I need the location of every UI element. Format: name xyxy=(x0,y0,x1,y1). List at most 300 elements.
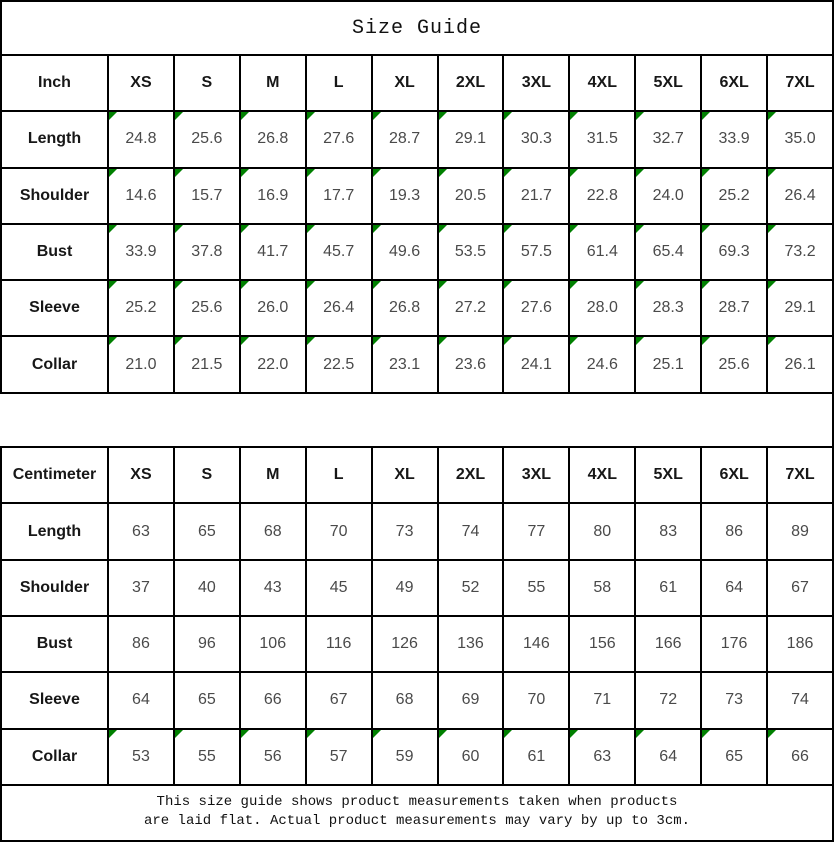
cell-flag-triangle-icon xyxy=(636,112,644,120)
value-cell-text: 28.7 xyxy=(718,299,750,317)
value-cell xyxy=(108,672,174,728)
centimeter-table-header-row xyxy=(1,447,833,503)
value-cell xyxy=(635,729,701,785)
cell-flag-triangle-icon xyxy=(768,169,776,177)
size-header-cell-text: 7XL xyxy=(785,74,815,92)
value-cell-text: 28.3 xyxy=(652,299,684,317)
cell-flag-triangle-icon xyxy=(439,281,447,289)
value-cell xyxy=(306,616,372,672)
size-header-cell-text: 5XL xyxy=(653,74,683,92)
cell-flag-triangle-icon xyxy=(373,169,381,177)
cell-flag-triangle-icon xyxy=(570,225,578,233)
title-row xyxy=(1,1,833,55)
value-cell xyxy=(503,336,569,392)
size-header-cell xyxy=(240,55,306,111)
cell-flag-triangle-icon xyxy=(373,337,381,345)
value-cell-text: 55 xyxy=(527,578,546,596)
row-label-cell-text: Bust xyxy=(36,243,73,261)
value-cell xyxy=(503,111,569,167)
value-cell-text: 116 xyxy=(325,635,352,653)
value-cell-text: 26.8 xyxy=(389,299,421,317)
cell-flag-triangle-icon xyxy=(175,169,183,177)
value-cell-text: 37.8 xyxy=(191,243,223,261)
row-label-cell xyxy=(1,672,108,728)
cell-flag-triangle-icon xyxy=(439,337,447,345)
row-label-cell xyxy=(1,560,108,616)
value-cell xyxy=(438,111,504,167)
cell-flag-triangle-icon xyxy=(241,281,249,289)
cell-flag-triangle-icon xyxy=(636,169,644,177)
row-label-cell-text: Collar xyxy=(31,747,78,765)
centimeter-table-row-length xyxy=(1,503,833,559)
value-cell xyxy=(174,224,240,280)
value-cell xyxy=(635,111,701,167)
value-cell xyxy=(701,672,767,728)
value-cell xyxy=(569,503,635,559)
value-cell-text: 69 xyxy=(461,691,480,709)
value-cell-text: 29.1 xyxy=(454,130,487,148)
spacer-row xyxy=(1,393,833,447)
value-cell-text: 25.6 xyxy=(191,299,223,317)
cell-flag-triangle-icon xyxy=(570,169,578,177)
value-cell xyxy=(635,224,701,280)
value-cell-text: 32.7 xyxy=(652,130,684,148)
value-cell xyxy=(240,111,306,167)
value-cell-text: 16.9 xyxy=(257,186,289,204)
size-header-cell xyxy=(240,447,306,503)
row-label-cell xyxy=(1,280,108,336)
unit-label-cell-text: Centimeter xyxy=(12,466,97,484)
value-cell xyxy=(174,560,240,616)
value-cell-text: 65 xyxy=(725,747,743,765)
value-cell xyxy=(438,168,504,224)
value-cell-text: 67 xyxy=(329,691,348,709)
value-cell xyxy=(569,168,635,224)
value-cell-text: 15.7 xyxy=(191,186,223,204)
value-cell xyxy=(174,616,240,672)
value-cell-text: 25.2 xyxy=(718,186,750,204)
value-cell-text: 74 xyxy=(791,691,809,709)
cell-flag-triangle-icon xyxy=(702,169,710,177)
value-cell-text: 77 xyxy=(527,522,546,540)
value-cell-text: 156 xyxy=(588,635,616,653)
value-cell xyxy=(372,560,438,616)
value-cell-text: 33.9 xyxy=(718,130,750,148)
value-cell-text: 26.4 xyxy=(784,186,816,204)
value-cell-text: 186 xyxy=(786,635,814,653)
footer-row xyxy=(1,785,833,841)
value-cell-text: 69.3 xyxy=(718,243,750,261)
unit-label-cell xyxy=(1,55,108,111)
size-header-cell xyxy=(438,447,504,503)
value-cell xyxy=(503,224,569,280)
cell-flag-triangle-icon xyxy=(439,112,447,120)
row-label-cell-text: Bust xyxy=(36,635,73,653)
value-cell xyxy=(569,111,635,167)
cell-flag-triangle-icon xyxy=(175,281,183,289)
cell-flag-triangle-icon xyxy=(504,112,512,120)
size-header-cell xyxy=(174,55,240,111)
value-cell xyxy=(701,616,767,672)
value-cell xyxy=(635,503,701,559)
value-cell xyxy=(569,560,635,616)
value-cell xyxy=(635,336,701,392)
cell-flag-triangle-icon xyxy=(570,112,578,120)
value-cell-text: 21.0 xyxy=(125,355,157,373)
value-cell-text: 64 xyxy=(659,747,678,765)
size-header-cell-text: 3XL xyxy=(521,74,552,92)
value-cell-text: 21.5 xyxy=(191,355,223,373)
size-header-cell xyxy=(372,447,438,503)
cell-flag-triangle-icon xyxy=(504,281,512,289)
size-header-cell-text: 2XL xyxy=(455,74,486,92)
value-cell-text: 57 xyxy=(329,747,348,765)
value-cell xyxy=(174,503,240,559)
row-label-cell-text: Sleeve xyxy=(29,691,80,709)
value-cell-text: 86 xyxy=(725,522,743,540)
row-label-cell-text: Length xyxy=(27,522,82,540)
value-cell-text: 45.7 xyxy=(323,243,355,261)
value-cell xyxy=(701,224,767,280)
size-header-cell-text: L xyxy=(333,74,344,92)
value-cell-text: 22.0 xyxy=(257,355,289,373)
value-cell-text: 45 xyxy=(329,578,348,596)
size-header-cell xyxy=(503,447,569,503)
value-cell-text: 61 xyxy=(527,747,546,765)
value-cell-text: 70 xyxy=(329,522,348,540)
cell-flag-triangle-icon xyxy=(373,112,381,120)
value-cell xyxy=(635,616,701,672)
unit-label-cell xyxy=(1,447,108,503)
value-cell xyxy=(503,672,569,728)
cell-flag-triangle-icon xyxy=(373,281,381,289)
value-cell-text: 26.8 xyxy=(257,130,289,148)
value-cell-text: 71 xyxy=(593,691,612,709)
size-header-cell-text: XS xyxy=(130,466,152,484)
value-cell xyxy=(240,729,306,785)
cell-flag-triangle-icon xyxy=(702,337,710,345)
value-cell-text: 33.9 xyxy=(125,243,157,261)
value-cell xyxy=(503,616,569,672)
cell-flag-triangle-icon xyxy=(702,225,710,233)
size-header-cell xyxy=(372,55,438,111)
value-cell xyxy=(503,503,569,559)
value-cell xyxy=(635,168,701,224)
value-cell xyxy=(108,168,174,224)
size-header-cell xyxy=(767,447,833,503)
size-header-cell xyxy=(108,447,174,503)
cell-flag-triangle-icon xyxy=(307,169,315,177)
value-cell xyxy=(372,168,438,224)
size-header-cell-text: M xyxy=(266,466,280,484)
value-cell-text: 66 xyxy=(263,691,282,709)
value-cell-text: 146 xyxy=(523,635,550,653)
cell-flag-triangle-icon xyxy=(702,281,710,289)
value-cell-text: 27.6 xyxy=(520,299,552,317)
value-cell-text: 31.5 xyxy=(586,130,618,148)
centimeter-table-body xyxy=(1,447,833,785)
value-cell xyxy=(438,672,504,728)
row-label-cell-text: Sleeve xyxy=(29,299,80,317)
value-cell xyxy=(372,111,438,167)
value-cell-text: 40 xyxy=(197,578,216,596)
size-header-cell xyxy=(701,447,767,503)
value-cell xyxy=(438,729,504,785)
size-header-cell xyxy=(438,55,504,111)
value-cell xyxy=(372,280,438,336)
value-cell-text: 35.0 xyxy=(784,130,816,148)
value-cell-text: 68 xyxy=(395,691,414,709)
value-cell xyxy=(174,336,240,392)
value-cell xyxy=(108,336,174,392)
cell-flag-triangle-icon xyxy=(504,225,512,233)
cell-flag-triangle-icon xyxy=(439,225,447,233)
value-cell-text: 63 xyxy=(593,747,612,765)
value-cell xyxy=(372,616,438,672)
cell-flag-triangle-icon xyxy=(307,730,315,738)
unit-label-cell-text: Inch xyxy=(38,74,71,92)
row-label-cell xyxy=(1,336,108,392)
value-cell xyxy=(306,672,372,728)
value-cell xyxy=(767,111,833,167)
value-cell xyxy=(767,672,833,728)
value-cell xyxy=(503,729,569,785)
row-label-cell-text: Shoulder xyxy=(19,578,90,596)
value-cell xyxy=(174,672,240,728)
value-cell-text: 86 xyxy=(132,635,150,653)
row-label-cell xyxy=(1,168,108,224)
value-cell xyxy=(240,560,306,616)
value-cell xyxy=(767,336,833,392)
value-cell-text: 21.7 xyxy=(520,186,552,204)
value-cell-text: 26.4 xyxy=(323,299,355,317)
centimeter-table-row-shoulder xyxy=(1,560,833,616)
size-header-cell xyxy=(306,55,372,111)
value-cell xyxy=(569,672,635,728)
size-header-cell-text: XS xyxy=(130,74,152,92)
value-cell-text: 24.1 xyxy=(520,355,552,373)
value-cell xyxy=(569,616,635,672)
cell-flag-triangle-icon xyxy=(307,112,315,120)
value-cell-text: 43 xyxy=(263,578,282,596)
value-cell xyxy=(767,280,833,336)
value-cell xyxy=(569,729,635,785)
size-header-cell-text: 4XL xyxy=(587,74,617,92)
value-cell xyxy=(438,224,504,280)
cell-flag-triangle-icon xyxy=(175,112,183,120)
cell-flag-triangle-icon xyxy=(636,281,644,289)
value-cell-text: 29.1 xyxy=(784,299,816,317)
value-cell-text: 106 xyxy=(259,635,287,653)
value-cell-text: 57.5 xyxy=(520,243,552,261)
cell-flag-triangle-icon xyxy=(109,169,117,177)
row-label-cell xyxy=(1,503,108,559)
value-cell-text: 65.4 xyxy=(652,243,684,261)
size-header-cell-text: 2XL xyxy=(455,466,486,484)
value-cell xyxy=(701,168,767,224)
cell-flag-triangle-icon xyxy=(768,112,776,120)
cell-flag-triangle-icon xyxy=(241,730,249,738)
row-label-cell-text: Collar xyxy=(31,355,78,373)
value-cell-text: 22.5 xyxy=(323,355,355,373)
value-cell xyxy=(108,503,174,559)
value-cell-text: 26.1 xyxy=(784,355,816,373)
value-cell xyxy=(240,168,306,224)
value-cell xyxy=(306,729,372,785)
value-cell-text: 83 xyxy=(659,522,678,540)
cell-flag-triangle-icon xyxy=(175,730,183,738)
value-cell xyxy=(108,729,174,785)
footer-note xyxy=(1,785,833,841)
size-header-cell xyxy=(569,55,635,111)
value-cell xyxy=(767,616,833,672)
value-cell-text: 25.6 xyxy=(718,355,750,373)
cell-flag-triangle-icon xyxy=(241,112,249,120)
value-cell xyxy=(635,672,701,728)
value-cell-text: 73 xyxy=(395,522,414,540)
inch-table-row-length xyxy=(1,111,833,167)
size-header-cell-text: XL xyxy=(394,74,415,92)
value-cell xyxy=(306,224,372,280)
size-header-cell-text: 6XL xyxy=(719,74,749,92)
value-cell xyxy=(767,560,833,616)
size-header-cell-text: S xyxy=(201,74,213,92)
cell-flag-triangle-icon xyxy=(768,730,776,738)
size-header-cell xyxy=(635,447,701,503)
size-header-cell xyxy=(701,55,767,111)
centimeter-table-row-bust xyxy=(1,616,833,672)
size-header-cell-text: 5XL xyxy=(653,466,683,484)
cell-flag-triangle-icon xyxy=(241,337,249,345)
size-header-cell-text: 6XL xyxy=(719,466,749,484)
value-cell xyxy=(372,503,438,559)
value-cell-text: 73 xyxy=(725,691,743,709)
cell-flag-triangle-icon xyxy=(109,112,117,120)
size-header-cell-text: 7XL xyxy=(785,466,815,484)
value-cell xyxy=(108,280,174,336)
value-cell xyxy=(240,616,306,672)
value-cell-text: 19.3 xyxy=(389,186,421,204)
value-cell xyxy=(174,280,240,336)
value-cell xyxy=(569,224,635,280)
row-label-cell-text: Shoulder xyxy=(19,186,90,204)
value-cell-text: 28.0 xyxy=(586,299,618,317)
value-cell-text: 25.2 xyxy=(125,299,157,317)
footer-line-2: are laid flat. Actual product measurements may vary by up to 3cm. xyxy=(143,813,691,829)
size-header-cell xyxy=(767,55,833,111)
spacer-section xyxy=(1,393,833,447)
cell-flag-triangle-icon xyxy=(570,337,578,345)
value-cell-text: 25.1 xyxy=(652,355,684,373)
value-cell xyxy=(306,336,372,392)
value-cell-text: 136 xyxy=(457,635,484,653)
value-cell xyxy=(108,224,174,280)
value-cell xyxy=(240,280,306,336)
cell-flag-triangle-icon xyxy=(636,225,644,233)
value-cell-text: 49 xyxy=(395,578,414,596)
value-cell xyxy=(174,168,240,224)
value-cell xyxy=(438,336,504,392)
value-cell-text: 80 xyxy=(593,522,612,540)
value-cell-text: 22.8 xyxy=(586,186,618,204)
value-cell-text: 166 xyxy=(654,635,682,653)
value-cell xyxy=(174,729,240,785)
value-cell-text: 24.0 xyxy=(652,186,684,204)
value-cell-text: 23.6 xyxy=(454,355,487,373)
value-cell xyxy=(767,729,833,785)
inch-table-row-sleeve xyxy=(1,280,833,336)
cell-flag-triangle-icon xyxy=(504,337,512,345)
page-title: Size Guide xyxy=(1,1,833,55)
value-cell-text: 58 xyxy=(593,578,612,596)
cell-flag-triangle-icon xyxy=(570,730,578,738)
footer-line-1: This size guide shows product measurements taken when products xyxy=(156,794,678,810)
value-cell-text: 60 xyxy=(461,747,480,765)
cell-flag-triangle-icon xyxy=(439,730,447,738)
cell-flag-triangle-icon xyxy=(109,281,117,289)
value-cell xyxy=(701,280,767,336)
value-cell xyxy=(108,111,174,167)
cell-flag-triangle-icon xyxy=(768,225,776,233)
value-cell xyxy=(569,280,635,336)
value-cell xyxy=(701,336,767,392)
size-header-cell-text: S xyxy=(201,466,213,484)
cell-flag-triangle-icon xyxy=(636,730,644,738)
value-cell-text: 66 xyxy=(791,747,809,765)
value-cell xyxy=(767,168,833,224)
value-cell xyxy=(372,336,438,392)
value-cell xyxy=(306,280,372,336)
value-cell xyxy=(306,111,372,167)
cell-flag-triangle-icon xyxy=(373,730,381,738)
centimeter-table-row-sleeve xyxy=(1,672,833,728)
value-cell xyxy=(438,616,504,672)
value-cell-text: 30.3 xyxy=(520,130,552,148)
value-cell xyxy=(372,224,438,280)
value-cell xyxy=(701,560,767,616)
row-label-cell xyxy=(1,111,108,167)
value-cell-text: 26.0 xyxy=(257,299,289,317)
value-cell-text: 27.6 xyxy=(323,130,355,148)
spacer-cell xyxy=(1,393,833,447)
value-cell-text: 52 xyxy=(461,578,480,596)
value-cell-text: 53 xyxy=(132,747,150,765)
value-cell-text: 24.6 xyxy=(586,355,618,373)
inch-table-row-shoulder xyxy=(1,168,833,224)
row-label-cell xyxy=(1,616,108,672)
value-cell-text: 61 xyxy=(659,578,678,596)
cell-flag-triangle-icon xyxy=(175,225,183,233)
value-cell-text: 73.2 xyxy=(784,243,816,261)
size-header-cell xyxy=(569,447,635,503)
value-cell-text: 65 xyxy=(197,522,216,540)
size-header-cell xyxy=(174,447,240,503)
value-cell-text: 72 xyxy=(659,691,678,709)
size-header-cell-text: 4XL xyxy=(587,466,617,484)
value-cell-text: 61.4 xyxy=(586,243,618,261)
value-cell xyxy=(372,729,438,785)
size-header-cell xyxy=(503,55,569,111)
cell-flag-triangle-icon xyxy=(241,169,249,177)
inch-table-row-bust xyxy=(1,224,833,280)
value-cell-text: 20.5 xyxy=(454,186,487,204)
size-header-cell-text: L xyxy=(333,466,344,484)
cell-flag-triangle-icon xyxy=(702,730,710,738)
cell-flag-triangle-icon xyxy=(307,337,315,345)
value-cell-text: 63 xyxy=(132,522,150,540)
cell-flag-triangle-icon xyxy=(109,337,117,345)
value-cell xyxy=(701,111,767,167)
